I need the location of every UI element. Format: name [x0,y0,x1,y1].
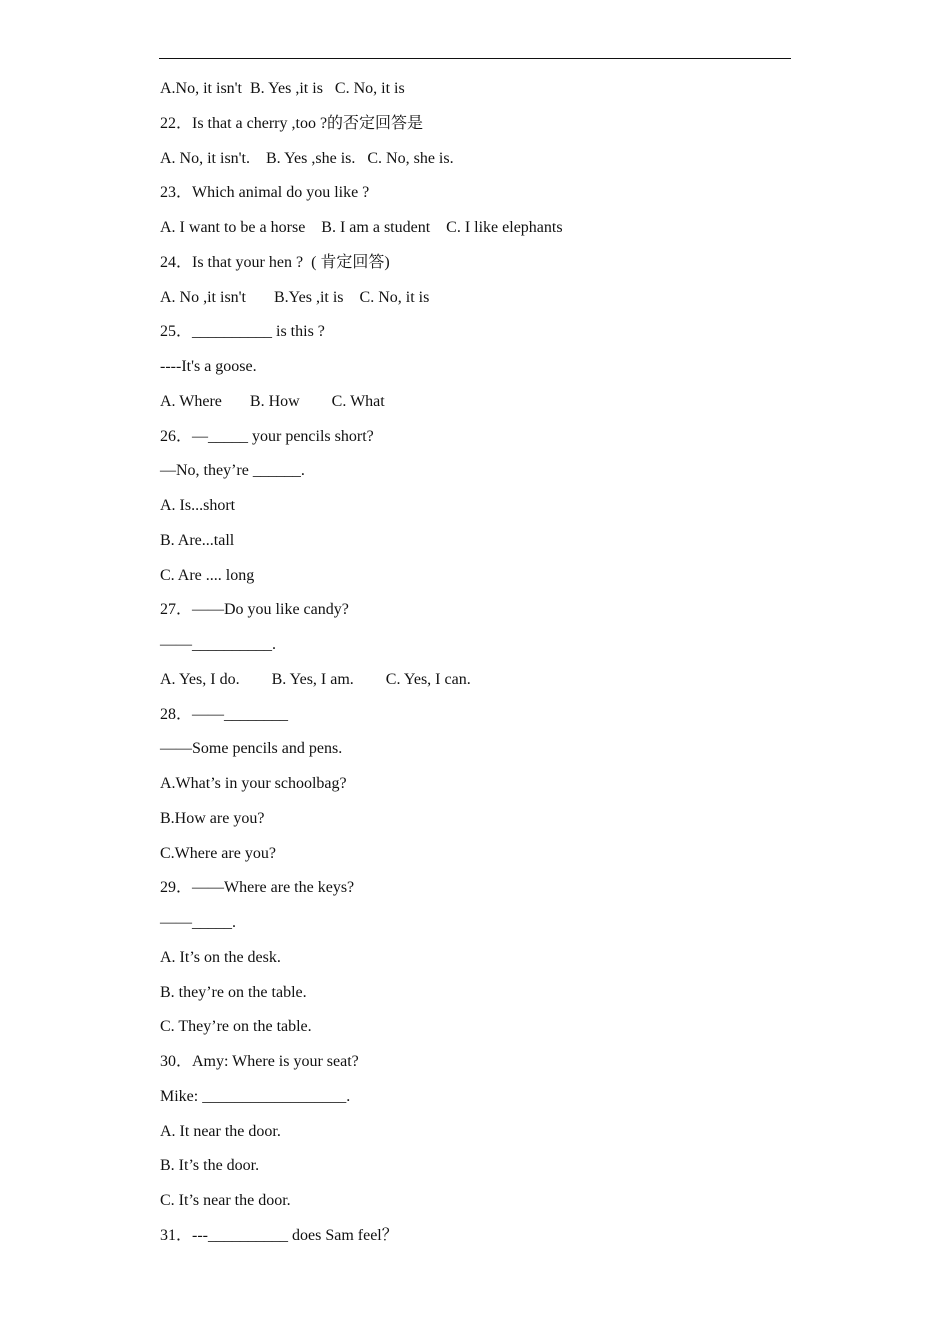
answer-option-30-c: C. It’s near the door. [160,1192,291,1209]
question-29-reply: ——_____. [160,914,236,931]
answer-options-21: A.No, it isn't B. Yes ,it is C. No, it is [160,80,405,97]
answer-option-26-b: B. Are...tall [160,531,235,549]
answer-option-29-c: C. They’re on the table. [160,1018,312,1036]
answer-option-26-c: C. Are .... long [160,566,255,584]
answer-option-30-a: A. It near the door. [160,1122,281,1140]
question-22: 22．Is that a cherry ,too ?的否定回答是 [160,114,424,132]
answer-option-26-a: A. Is...short [160,497,236,514]
answer-option-28-a: A.What’s in your schoolbag? [160,775,347,792]
answer-option-28-b: B.How are you? [160,809,265,827]
question-26-reply: —No, they’re ______. [160,462,305,480]
answer-option-29-b: B. they’re on the table. [160,983,307,1001]
question-31: 31．---__________ does Sam feel？ [160,1226,398,1244]
question-25: 25．__________ is this ? [160,323,325,341]
answer-options-27: A. Yes, I do. B. Yes, I am. C. Yes, I can. [160,670,471,688]
answer-options-25: A. Where B. How C. What [160,392,385,410]
question-27: 27．——Do you like candy? [160,601,349,619]
answer-option-30-b: B. It’s the door. [160,1157,260,1175]
answer-options-23: A. I want to be a horse B. I am a student C. I like elephants [160,219,563,236]
answer-options-22: A. No, it isn't. B. Yes ,she is. C. No, she is. [160,149,454,167]
question-28-reply: ——Some pencils and pens. [160,740,343,758]
answer-options-24: A. No ,it isn't B.Yes ,it is C. No, it is [160,288,430,306]
question-25-reply: ----It's a goose. [160,358,257,375]
question-24: 24．Is that your hen ? ( 肯定回答) [160,253,390,271]
question-29: 29．——Where are the keys? [160,879,355,897]
question-28: 28．——________ [160,705,289,723]
question-27-reply: ——__________. [160,636,276,653]
header-rule [159,58,791,59]
question-26: 26．—_____ your pencils short? [160,427,374,445]
answer-option-29-a: A. It’s on the desk. [160,948,281,966]
question-23: 23．Which animal do you like ? [160,184,370,202]
answer-option-28-c: C.Where are you? [160,844,276,862]
question-30: 30．Amy: Where is your seat? [160,1053,359,1070]
worksheet-body [160,72,792,1254]
question-30-reply: Mike: __________________. [160,1087,351,1105]
